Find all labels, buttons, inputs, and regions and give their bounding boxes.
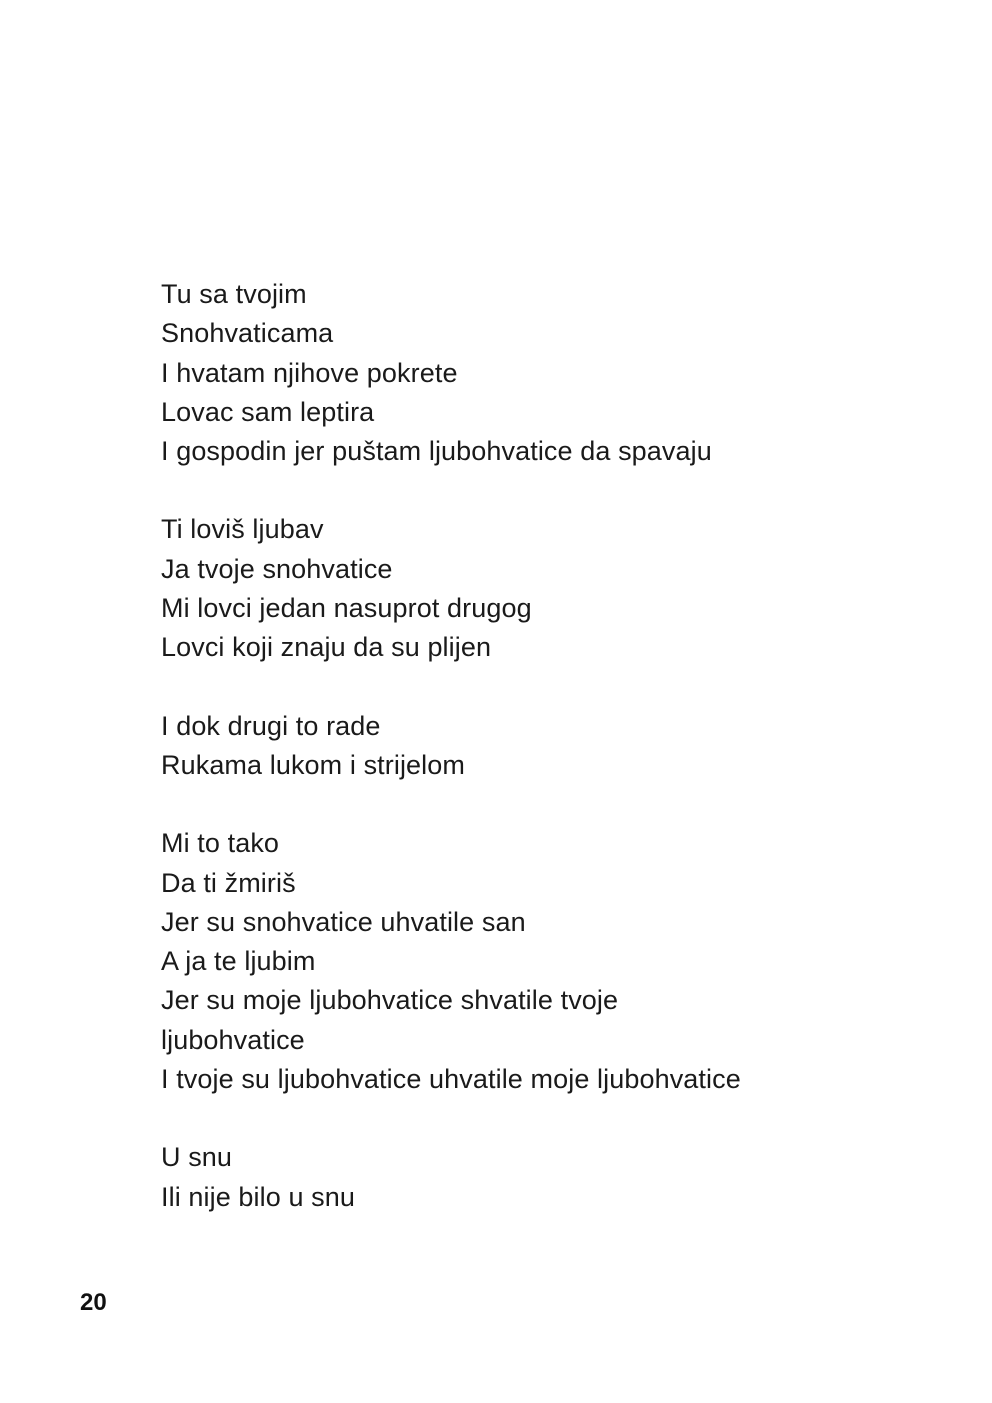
poem-line: A ja te ljubim <box>161 946 316 977</box>
poem-line: Ti loviš ljubav <box>161 514 324 545</box>
poem-line: ljubohvatice <box>161 1024 305 1055</box>
poem-line: Lovac sam leptira <box>161 396 375 427</box>
poem-line: Lovci koji znaju da su plijen <box>161 632 492 663</box>
stanza-4 <box>161 824 921 1099</box>
stanza-3 <box>161 707 921 786</box>
stanza-1 <box>161 275 921 471</box>
poem-body <box>161 275 921 1217</box>
poem-line: Mi to tako <box>161 828 280 859</box>
poem-line: I dok drugi to rade <box>161 710 381 741</box>
poem-line: I hvatam njihove pokrete <box>161 357 458 388</box>
poem-line: U snu <box>161 1142 233 1173</box>
poem-line: Ili nije bilo u snu <box>161 1181 356 1212</box>
poem-line: Da ti žmiriš <box>161 867 296 898</box>
poem-line: Jer su snohvatice uhvatile san <box>161 906 526 937</box>
poem-line: I gospodin jer puštam ljubohvatice da spavaju <box>161 436 712 467</box>
poem-line: Ja tvoje snohvatice <box>161 553 393 584</box>
poem-line: Rukama lukom i strijelom <box>161 749 465 780</box>
poem-line: Snohvaticama <box>161 318 334 349</box>
poem-line: Jer su moje ljubohvatice shvatile tvoje <box>161 985 619 1016</box>
stanza-2 <box>161 510 921 667</box>
poem-line: Mi lovci jedan nasuprot drugog <box>161 593 532 624</box>
poem-line: I tvoje su ljubohvatice uhvatile moje ljubohvatice <box>161 1064 741 1095</box>
page-number: 20 <box>80 1289 107 1316</box>
poem-line: Tu sa tvojim <box>161 279 307 309</box>
stanza-5 <box>161 1138 921 1217</box>
